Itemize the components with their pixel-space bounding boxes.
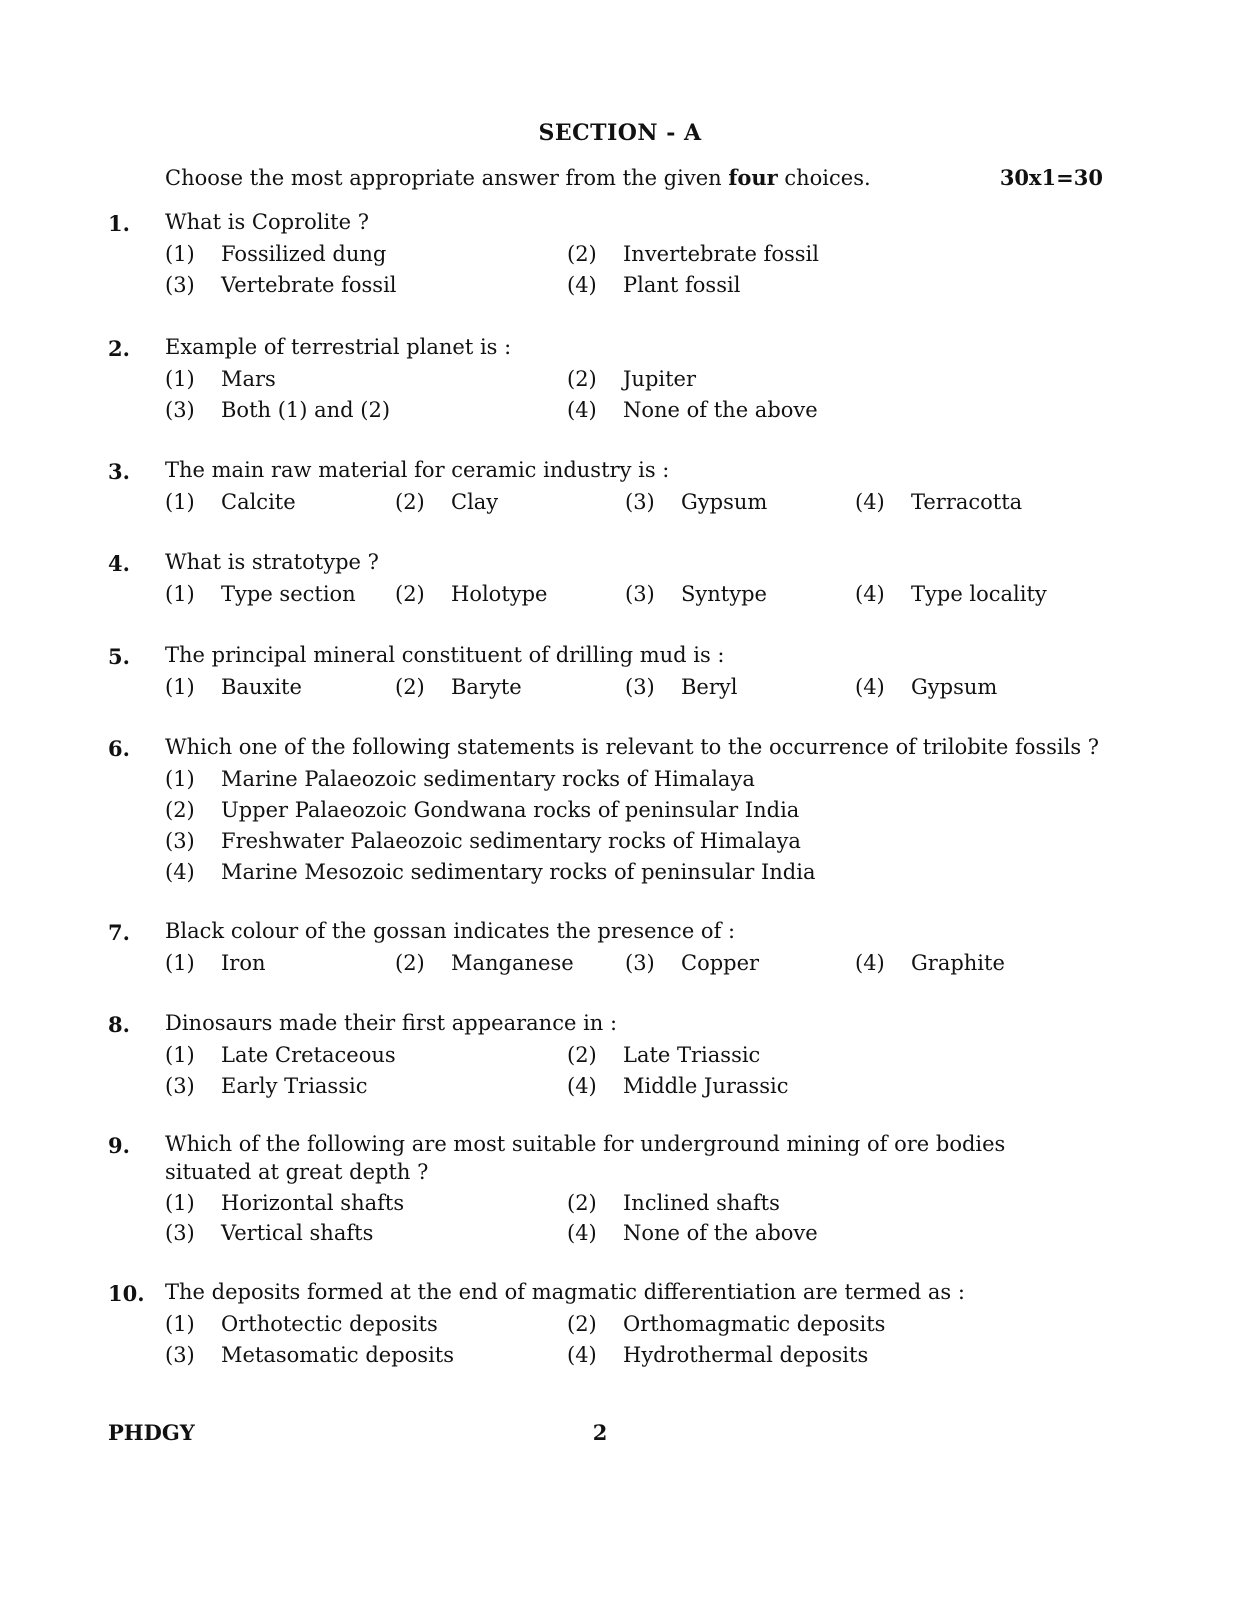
option-4: (4) Marine Mesozoic sedimentary rocks of peninsular India (165, 860, 816, 884)
question-number: 3. (108, 459, 130, 484)
option-2: (2) Clay (395, 490, 499, 514)
option-2: (2) Late Triassic (567, 1043, 761, 1067)
option-2: (2) Jupiter (567, 367, 697, 391)
question-text: What is stratotype ? (165, 550, 379, 574)
option-1: (1) Bauxite (165, 675, 302, 699)
instruction-pre: Choose the most appropriate answer from the given (165, 166, 729, 190)
option-2: (2) Holotype (395, 582, 548, 606)
option-4: (4) None of the above (567, 1221, 818, 1245)
option-3: (3) Metasomatic deposits (165, 1343, 454, 1367)
option-1: (1) Type section (165, 582, 356, 606)
option-1: (1) Horizontal shafts (165, 1191, 405, 1215)
question-number: 2. (108, 336, 130, 361)
option-2: (2) Invertebrate fossil (567, 242, 819, 266)
question-text: The main raw material for ceramic industry is : (165, 458, 670, 482)
marks-scheme: 30x1=30 (999, 165, 1103, 190)
question-text: What is Coprolite ? (165, 210, 369, 234)
option-1: (1) Orthotectic deposits (165, 1312, 438, 1336)
option-2: (2) Orthomagmatic deposits (567, 1312, 886, 1336)
instruction-bold: four (728, 165, 778, 190)
option-3: (3) Both (1) and (2) (165, 398, 391, 422)
option-3: (3) Syntype (625, 582, 767, 606)
question-number: 5. (108, 644, 130, 669)
question-number: 7. (108, 920, 130, 945)
option-4: (4) Plant fossil (567, 273, 741, 297)
question-number: 10. (108, 1281, 145, 1306)
option-3: (3) Vertical shafts (165, 1221, 374, 1245)
option-3: (3) Copper (625, 951, 760, 975)
page-number: 2 (592, 1420, 608, 1445)
option-4: (4) Type locality (855, 582, 1047, 606)
instruction-text (165, 165, 871, 190)
option-2: (2) Inclined shafts (567, 1191, 780, 1215)
option-3: (3) Early Triassic (165, 1074, 368, 1098)
paper-code: PHDGY (108, 1420, 195, 1445)
question-text: Which one of the following statements is relevant to the occurrence of trilobite fossils ? (165, 735, 1100, 759)
question-text: The deposits formed at the end of magmatic differentiation are termed as : (165, 1280, 965, 1304)
option-1: (1) Mars (165, 367, 276, 391)
option-4: (4) Hydrothermal deposits (567, 1343, 869, 1367)
option-1: (1) Marine Palaeozoic sedimentary rocks of Himalaya (165, 767, 755, 791)
instruction-post: choices. (777, 166, 871, 190)
option-1: (1) Iron (165, 951, 266, 975)
option-1: (1) Late Cretaceous (165, 1043, 396, 1067)
question-number: 6. (108, 736, 130, 761)
option-4: (4) Middle Jurassic (567, 1074, 789, 1098)
question-text: Which of the following are most suitable for underground mining of ore bodies situated at great depth ? (165, 1132, 1006, 1184)
question-number: 1. (108, 211, 130, 236)
option-1: (1) Calcite (165, 490, 296, 514)
option-4: (4) Graphite (855, 951, 1005, 975)
option-3: (3) Beryl (625, 675, 738, 699)
option-3: (3) Vertebrate fossil (165, 273, 397, 297)
question-text: The principal mineral constituent of drilling mud is : (165, 643, 725, 667)
option-4: (4) Gypsum (855, 675, 998, 699)
option-2: (2) Upper Palaeozoic Gondwana rocks of peninsular India (165, 798, 800, 822)
question-number: 4. (108, 551, 130, 576)
option-2: (2) Manganese (395, 951, 574, 975)
question-text: Black colour of the gossan indicates the presence of : (165, 919, 736, 943)
question-text: Dinosaurs made their first appearance in : (165, 1011, 618, 1035)
option-1: (1) Fossilized dung (165, 242, 387, 266)
section-title: SECTION - A (538, 120, 702, 146)
option-4: (4) None of the above (567, 398, 818, 422)
option-2: (2) Baryte (395, 675, 522, 699)
option-4: (4) Terracotta (855, 490, 1023, 514)
question-number: 8. (108, 1012, 130, 1037)
option-3: (3) Gypsum (625, 490, 768, 514)
option-3: (3) Freshwater Palaeozoic sedimentary rocks of Himalaya (165, 829, 801, 853)
question-text: Example of terrestrial planet is : (165, 335, 512, 359)
question-number: 9. (108, 1133, 130, 1158)
